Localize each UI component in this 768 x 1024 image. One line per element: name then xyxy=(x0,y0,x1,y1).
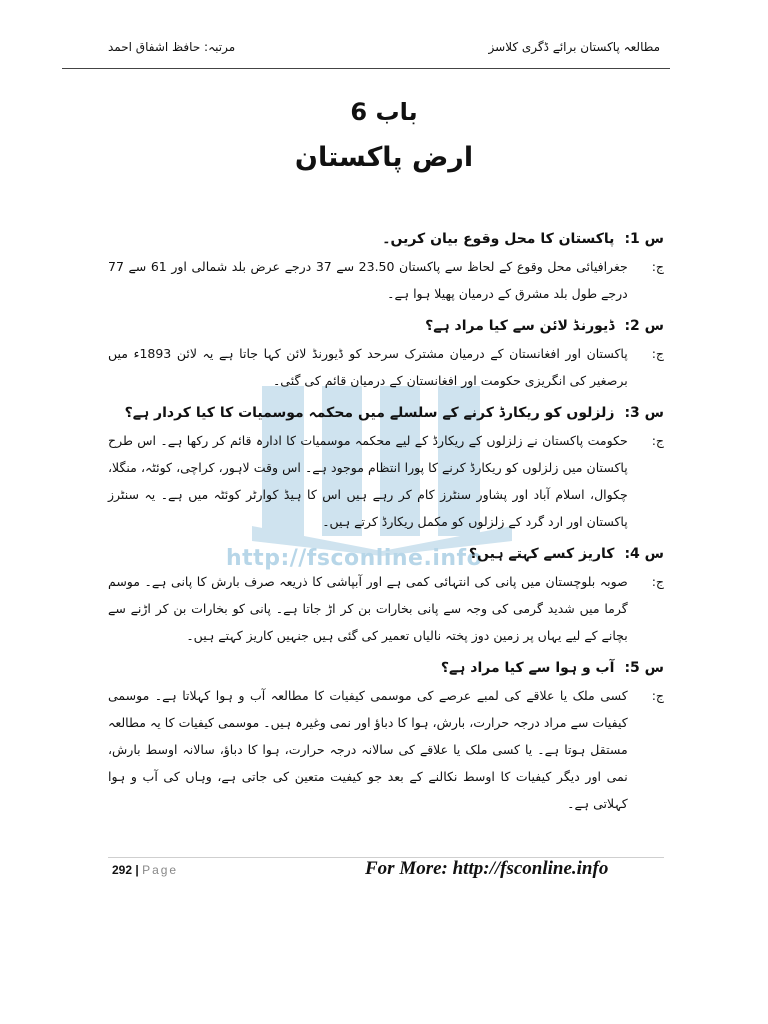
question xyxy=(108,541,664,568)
qa-item xyxy=(108,655,664,817)
answer xyxy=(108,682,664,817)
chapter-title: ارض پاکستان xyxy=(294,142,474,173)
answer-label: ج: xyxy=(651,346,664,361)
answer-label: ج: xyxy=(651,433,664,448)
more-link[interactable]: For More: http://fsconline.info xyxy=(365,858,609,879)
question-label: س 1: xyxy=(624,231,664,247)
qa-list xyxy=(108,226,664,823)
page-number-value: 292 xyxy=(112,863,133,877)
page-number xyxy=(112,863,178,877)
answer xyxy=(108,427,664,535)
page-header xyxy=(108,40,660,60)
qa-item xyxy=(108,226,664,307)
question-label: س 5: xyxy=(624,660,664,676)
page-word: Page xyxy=(142,863,179,877)
answer xyxy=(108,340,664,394)
chapter-number: باب 6 xyxy=(350,98,418,126)
header-divider xyxy=(62,68,670,69)
question xyxy=(108,655,664,682)
answer-label: ج: xyxy=(651,574,664,589)
question xyxy=(108,313,664,340)
answer xyxy=(108,568,664,649)
question xyxy=(108,400,664,427)
question-text: پاکستان کا محل وقوع بیان کریں۔ xyxy=(382,231,615,247)
question-text: ڈیورنڈ لائن سے کیا مراد ہے؟ xyxy=(425,318,615,334)
answer-text: پاکستان اور افغانستان کے درمیان مشترک سرحد کو ڈیورنڈ لائن کہا جاتا ہے یہ لائن 1893ء میں برصغیر کی انگریزی حکومت اور افغانستان کے درمیان قائم کی گئی۔ xyxy=(108,346,628,388)
question-text: کاریز کسے کہتے ہیں؟ xyxy=(468,546,615,562)
answer-text: حکومت پاکستان نے زلزلوں کے ریکارڈ کے لیے محکمہ موسمیات کا ادارہ قائم کر رکھا ہے۔ اس طرح پاکستان میں زلزلوں کو ریکارڈ کرنے کا پورا انتظام موجود ہے۔ اس وقت لاہور، کراچی، کوئٹہ، منگلا، چکوال، اسلام آباد اور پشاور سنٹرز کام کر رہے ہیں اس کا ہیڈ کوارٹر کوئٹہ میں ہے۔ یہ سنٹرز پاکستان اور ارد گرد کے زلزلوں کو مکمل ریکارڈ کرتے ہیں۔ xyxy=(108,433,628,529)
page-separator: | xyxy=(135,863,139,877)
question-label: س 3: xyxy=(624,405,664,421)
answer-label: ج: xyxy=(651,259,664,274)
question-label: س 4: xyxy=(624,546,664,562)
qa-item xyxy=(108,400,664,535)
answer xyxy=(108,253,664,307)
answer-text: صوبہ بلوچستان میں پانی کی انتہائی کمی ہے اور آبپاشی کا ذریعہ صرف بارش کا پانی ہے۔ موسم گرما میں شدید گرمی کی وجہ سے پانی بخارات بن کر اڑ جاتا ہے۔ پانی کو بخارات بن کر اڑنے سے بچانے کے لیے یہاں پر زمین دوز پختہ نالیاں تعمیر کی گئی ہیں جنہیں کاریز کہتے ہیں۔ xyxy=(108,574,628,643)
answer-text: جغرافیائی محل وقوع کے لحاظ سے پاکستان 23.50 سے 37 درجے عرض بلد شمالی اور 61 سے 77 درجے طول بلد مشرق کے درمیان پھیلا ہوا ہے۔ xyxy=(108,259,628,301)
qa-item xyxy=(108,313,664,394)
question-text: آب و ہوا سے کیا مراد ہے؟ xyxy=(440,660,615,676)
answer-label: ج: xyxy=(651,688,664,703)
question xyxy=(108,226,664,253)
compiler-name: مرتبہ: حافظ اشفاق احمد xyxy=(108,40,236,54)
answer-text: کسی ملک یا علاقے کی لمبے عرصے کی موسمی کیفیات کا مطالعہ آب و ہوا کہلاتا ہے۔ موسمی کیفیات سے مراد درجہ حرارت، بارش، ہوا کا دباؤ اور نمی وغیرہ ہیں۔ موسمی کیفیات کا یہ مطالعہ مستقل ہوتا ہے۔ یا کسی ملک یا علاقے کی سالانہ درجہ حرارت، ہوا کا دباؤ، سالانہ اوسط بارش، نمی اور دیگر کیفیات کا اوسط نکالنے کے بعد جو کیفیت متعین کی جاتی ہے، وہاں کی آب و ہوا کہلاتی ہے۔ xyxy=(108,688,628,811)
question-text: زلزلوں کو ریکارڈ کرنے کے سلسلے میں محکمہ موسمیات کا کیا کردار ہے؟ xyxy=(124,405,615,421)
watermark-url: http://fsconline.info xyxy=(226,546,483,571)
book-title: مطالعہ پاکستان برائے ڈگری کلاسز xyxy=(488,40,660,54)
qa-item xyxy=(108,541,664,649)
question-label: س 2: xyxy=(624,318,664,334)
